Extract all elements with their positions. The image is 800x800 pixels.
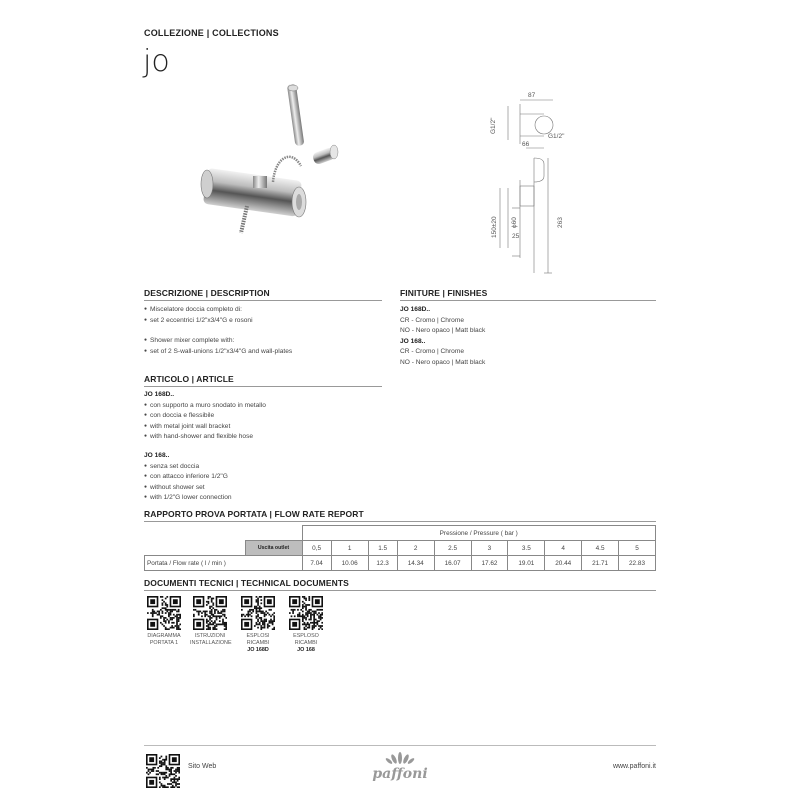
technical-drawing: [478, 88, 598, 278]
doc-caption: [144, 633, 184, 647]
article-item: ● with hand-shower and flexible hose: [144, 432, 382, 443]
doc-caption-line2: RICAMBI: [294, 640, 318, 646]
flow-value-cell: 21.71: [582, 556, 619, 571]
doc-caption-code: JO 168: [297, 647, 315, 653]
flow-value-cell: 14.34: [397, 556, 434, 571]
pressure-cell: 4.5: [582, 541, 619, 556]
page-title: jo: [143, 44, 170, 79]
flow-value-cell: 22.83: [619, 556, 656, 571]
doc-qr-code[interactable]: [289, 596, 323, 630]
article-item: ● con doccia e flessibile: [144, 411, 382, 422]
doc-caption-line1: ISTRUZIONI: [194, 633, 226, 639]
site-label: Sito Web: [188, 763, 217, 770]
pressure-cell: 2.5: [434, 541, 471, 556]
docs-heading: DOCUMENTI TECNICI | TECHNICAL DOCUMENTS: [144, 578, 349, 588]
finish-code: JO 168..: [400, 337, 426, 345]
dim-66: 66: [522, 141, 530, 148]
doc-caption-line1: ESPLOSO: [293, 633, 319, 639]
description-line: ● Miscelatore doccia completo di:: [144, 305, 382, 316]
doc-caption-line1: ESPLOSI: [246, 633, 270, 639]
flow-value-cell: 20.44: [545, 556, 582, 571]
article-item: ● with 1/2"G lower connection: [144, 493, 382, 504]
article-item: ● con supporto a muro snodato in metallo: [144, 401, 382, 412]
article-item: ● con attacco inferiore 1/2"G: [144, 472, 382, 483]
collection-label: COLLEZIONE | COLLECTIONS: [144, 28, 279, 38]
finish-line: NO - Nero opaco | Matt black: [400, 327, 486, 335]
doc-qr-code[interactable]: [241, 596, 275, 630]
finish-line: NO - Nero opaco | Matt black: [400, 358, 486, 366]
brand-logo: [360, 750, 440, 782]
article-rule: [144, 386, 382, 387]
dim-263: 263: [557, 217, 564, 228]
finishes-rule: [400, 300, 656, 301]
article-text: [144, 390, 382, 504]
doc-item[interactable]: [286, 596, 326, 654]
doc-caption: [286, 633, 326, 654]
product-image: [195, 78, 345, 238]
pressure-cell: 1: [331, 541, 368, 556]
flow-value-cell: 19.01: [508, 556, 545, 571]
description-heading: DESCRIZIONE | DESCRIPTION: [144, 288, 270, 298]
flow-table: [144, 525, 656, 571]
doc-caption-code: JO 168D: [247, 647, 269, 653]
flow-value-cell: 17.62: [471, 556, 508, 571]
website-qr-code[interactable]: [146, 754, 180, 788]
pressure-cell: 2: [397, 541, 434, 556]
doc-item[interactable]: [238, 596, 278, 654]
finish-line: CR - Cromo | Chrome: [400, 348, 464, 356]
pressure-cell: 5: [619, 541, 656, 556]
doc-caption-line2: PORTATA 1: [149, 640, 179, 646]
description-line: ● Shower mixer complete with:: [144, 336, 382, 347]
pressure-cell: 1.5: [368, 541, 397, 556]
leaf-icon: [380, 750, 420, 764]
flow-value-cell: 10.06: [331, 556, 368, 571]
doc-caption: [190, 633, 230, 647]
article-heading: ARTICOLO | ARTICLE: [144, 374, 234, 384]
article-item: ● senza set doccia: [144, 462, 382, 473]
outlet-label: Uscita outlet: [245, 541, 302, 556]
finish-code: JO 168D..: [400, 306, 431, 313]
flow-value-cell: 12.3: [368, 556, 397, 571]
article-item: ● without shower set: [144, 483, 382, 494]
description-text: [144, 305, 382, 357]
pressure-cell: 4: [545, 541, 582, 556]
dim-25: 25: [512, 233, 520, 240]
description-line: ● set of 2 S-wall-unions 1/2"x3/4"G and wall-plates: [144, 347, 382, 358]
flow-rule: [144, 521, 656, 522]
finishes-text: [400, 305, 656, 369]
pressure-cell: 3.5: [508, 541, 545, 556]
finishes-heading: FINITURE | FINISHES: [400, 288, 488, 298]
flow-heading: RAPPORTO PROVA PORTATA | FLOW RATE REPORT: [144, 509, 364, 519]
pressure-cell: 3: [471, 541, 508, 556]
doc-qr-code[interactable]: [147, 596, 181, 630]
article-item: ● with metal joint wall bracket: [144, 422, 382, 433]
doc-item[interactable]: [190, 596, 230, 647]
doc-caption-line2: INSTALLAZIONE: [190, 640, 232, 646]
dim-g12: G1/2": [548, 133, 565, 140]
finish-line: CR - Cromo | Chrome: [400, 316, 464, 324]
flow-value-cell: 7.04: [302, 556, 331, 571]
doc-item[interactable]: [144, 596, 184, 647]
description-rule: [144, 300, 382, 301]
dim-g12-vertical: G1/2": [490, 117, 497, 134]
pressure-cell: 0,5: [302, 541, 331, 556]
dim-150: 150±20: [491, 216, 498, 238]
flow-row-label: Portata / Flow rate ( l / min ): [145, 556, 303, 571]
docs-rule: [144, 590, 656, 591]
doc-caption-line1: DIAGRAMMA: [147, 633, 181, 639]
footer-rule: [144, 745, 656, 746]
dim-60: ϕ60: [511, 217, 518, 228]
article-code: JO 168..: [144, 451, 170, 459]
description-line: ● set 2 eccentrici 1/2"x3/4"G e rosoni: [144, 316, 382, 327]
website-link[interactable]: www.paffoni.it: [612, 763, 656, 770]
flow-value-cell: 16.07: [434, 556, 471, 571]
brand-name: paffoni: [372, 766, 428, 782]
doc-qr-code[interactable]: [193, 596, 227, 630]
pressure-header: Pressione / Pressure ( bar ): [302, 526, 656, 541]
doc-caption-line2: RICAMBI: [246, 640, 270, 646]
article-code: JO 168D..: [144, 391, 175, 398]
doc-caption: [238, 633, 278, 654]
dim-87: 87: [528, 92, 536, 99]
